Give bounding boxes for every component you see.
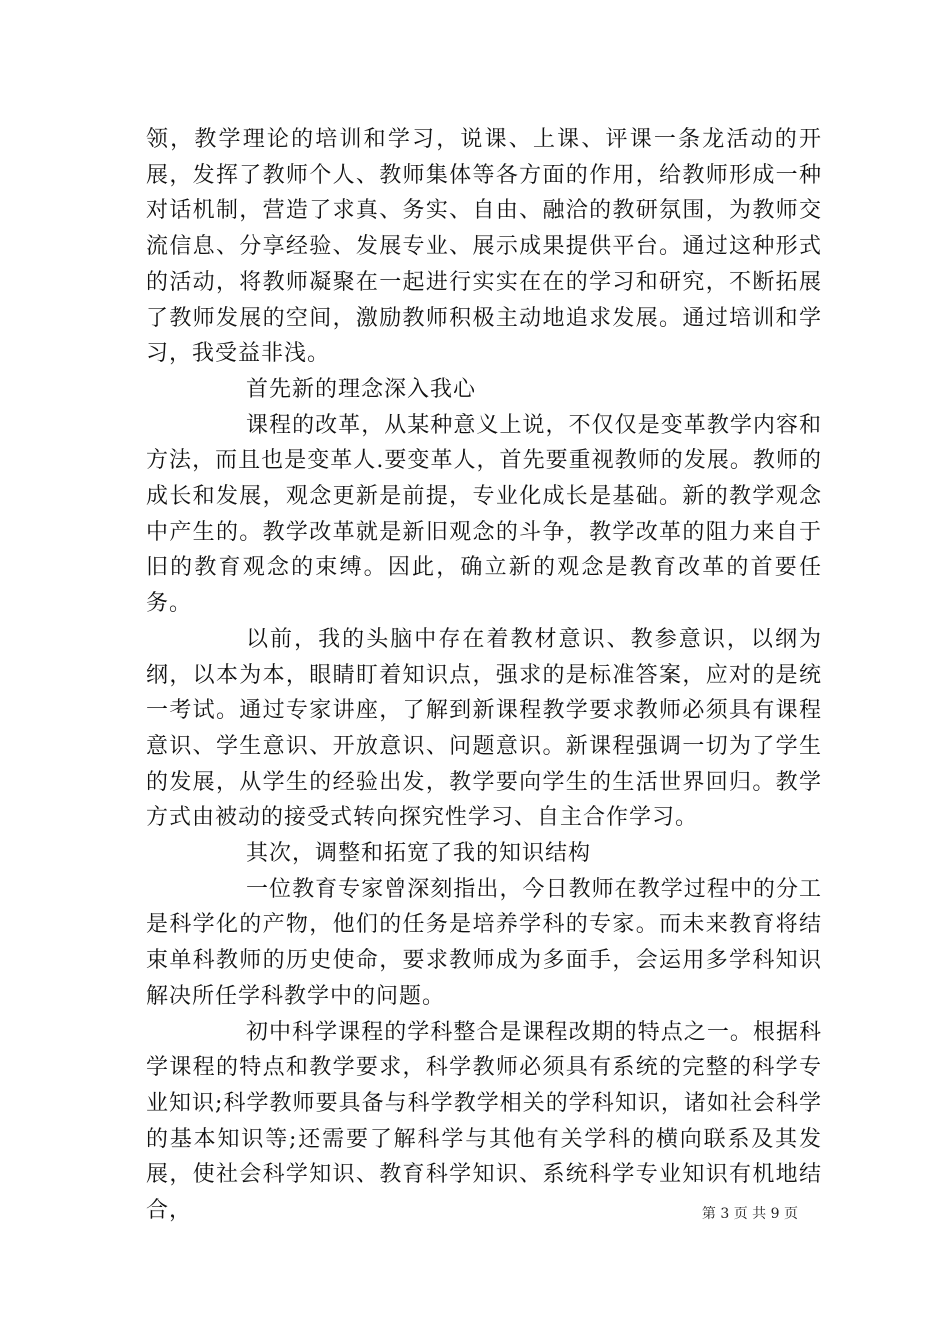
document-body [146,122,822,1229]
paragraph-science-integration: 初中科学课程的学科整合是课程改期的特点之一。根据科学课程的特点和教学要求，科学教师必须具有系统的完整的科学专业知识;科学教师要具备与科学教学相关的学科知识，诸如社会科学的基本知识等;还需要了解科学与其他有关学科的横向联系及其发展，使社会科学知识、教育科学知识、系统科学专业知识有机地结合， [146,1019,822,1224]
page-number-footer: 第 3 页 共 9 页 [701,1206,798,1222]
paragraph-past-awareness: 以前，我的头脑中存在着教材意识、教参意识，以纲为纲，以本为本，眼睛盯着知识点，强求的是标准答案，应对的是统一考试。通过专家讲座，了解到新课程教学要求教师必须具有课程意识、学生意识、开放意识、问题意识。新课程强调一切为了学生的发展，从学生的经验出发，教学要向学生的生活世界回归。教学方式由被动的接受式转向探究性学习、自主合作学习。 [146,626,822,831]
paragraph-continuation: 领，教学理论的培训和学习，说课、上课、评课一条龙活动的开展，发挥了教师个人、教师集体等各方面的作用，给教师形成一种对话机制，营造了求真、务实、自由、融洽的教研氛围，为教师交流信息、分享经验、发展专业、展示成果提供平台。通过这种形式的活动，将教师凝聚在一起进行实实在在的学习和研究，不断拓展了教师发展的空间，激励教师积极主动地追求发展。通过培训和学习，我受益非浅。 [146,127,822,367]
section-heading-knowledge-structure: 其次，调整和拓宽了我的知识结构 [246,841,592,867]
paragraph-curriculum-reform: 课程的改革，从某种意义上说，不仅仅是变革教学内容和方法，而且也是变革人.要变革人，首先要重视教师的发展。教师的成长和发展，观念更新是前提，专业化成长是基础。新的教学观念中产生的。教学改革就是新旧观念的斗争，教学改革的阻力来自于旧的教育观念的束缚。因此，确立新的观念是教育改革的首要任务。 [146,412,822,617]
section-heading-new-concepts: 首先新的理念深入我心 [246,376,477,402]
paragraph-expert-view: 一位教育专家曾深刻指出，今日教师在教学过程中的分工是科学化的产物，他们的任务是培养学科的专家。而未来教育将结束单科教师的历史使命，要求教师成为多面手，会运用多学科知识解决所任学科教学中的问题。 [146,876,822,1009]
